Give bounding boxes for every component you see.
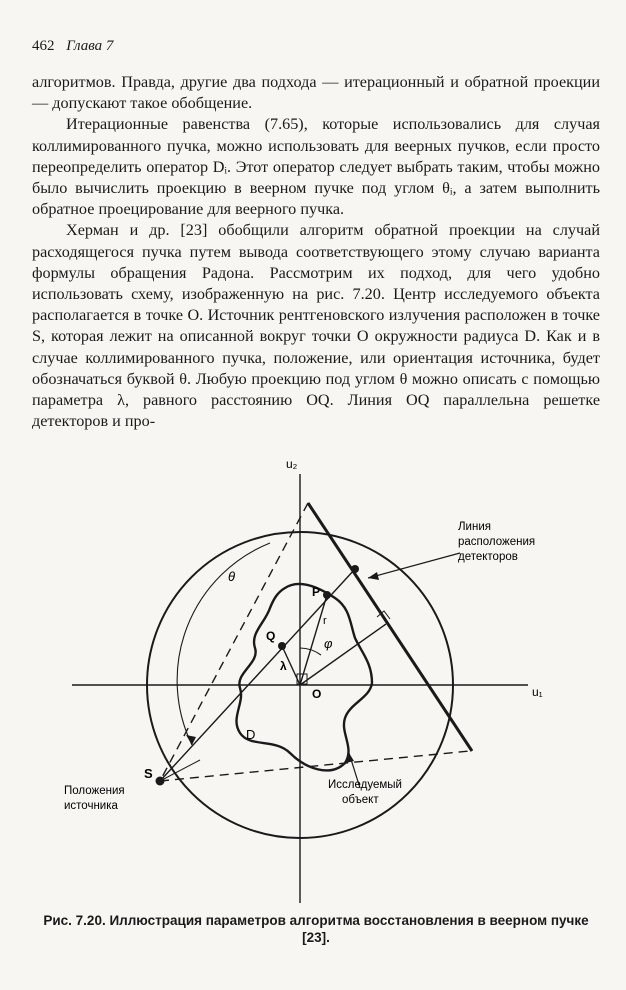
label-q: Q	[266, 629, 276, 643]
label-r: r	[323, 615, 327, 627]
label-u1: u₁	[532, 685, 543, 699]
point-q	[278, 642, 286, 650]
chapter-title: Глава 7	[66, 38, 114, 54]
paragraph-1: алгоритмов. Правда, другие два подхода — итерационный и обратной проекции — допускают такое обобщение.	[32, 73, 600, 113]
object-label-1: Исследуемый	[328, 779, 402, 791]
source-label-2: источника	[64, 800, 118, 812]
detector-label-3: детекторов	[458, 551, 518, 563]
label-u2: u₂	[286, 457, 298, 471]
label-s: S	[144, 766, 153, 781]
page-number: 462	[32, 38, 55, 54]
point-detector	[351, 565, 359, 573]
source-label-1: Положения	[64, 785, 125, 797]
detector-label-2: расположения	[458, 536, 536, 548]
detector-label-arrowhead	[368, 572, 379, 580]
label-theta: θ	[228, 569, 236, 584]
figure-caption: Рис. 7.20. Иллюстрация параметров алгоритма восстановления в веерном пучке [23].	[43, 913, 589, 945]
detector-label-1: Линия	[458, 521, 491, 533]
fan-beam-diagram	[50, 448, 570, 910]
paragraph-2: Итерационные равенства (7.65), которые использовались для случая коллимированного пучка, можно использовать для веерных пучков, если просто переопределить оператор Dᵢ. Этот оператор следует выбрать таким, чтобы можно было вычислить проекцию в веерном пучке под углом θᵢ, а затем выполнить обратное проецирование для веерного пучка.	[32, 115, 600, 219]
label-d: D	[246, 727, 256, 742]
line-o-p	[300, 595, 327, 685]
point-p	[323, 591, 331, 599]
label-phi: φ	[324, 636, 333, 651]
detector-line	[308, 503, 472, 751]
label-o: O	[312, 687, 322, 701]
line-o-detector	[300, 624, 386, 685]
figure-7-20	[50, 448, 570, 910]
point-s	[156, 777, 165, 786]
page-header	[32, 38, 113, 55]
object-label-2: объект	[342, 794, 379, 806]
label-p: P	[312, 585, 321, 599]
label-lambda: λ	[280, 659, 287, 673]
theta-arc	[177, 543, 270, 745]
object-outline	[236, 584, 372, 771]
paragraph-3: Херман и др. [23] обобщили алгоритм обратной проекции на случай расходящегося пучка путем вывода соответствующего этому случаю варианта формулы обращения Радона. Рассмотрим их подход, для чего удобно использовать схему, изображенную на рис. 7.20. Центр исследуемого объекта располагается в точке O. Источник рентгеновского излучения расположен в точке S, которая лежит на описанной вокруг точки O окружности радиуса D. Как и в случае коллимированного пучка, положение, или ориентация источника, будет обозначаться буквой θ. Любую проекцию под углом θ можно описать с помощью параметра λ, равного расстоянию OQ. Линия OQ параллельна решетке детекторов и про-	[32, 221, 600, 431]
body-text	[32, 72, 600, 432]
